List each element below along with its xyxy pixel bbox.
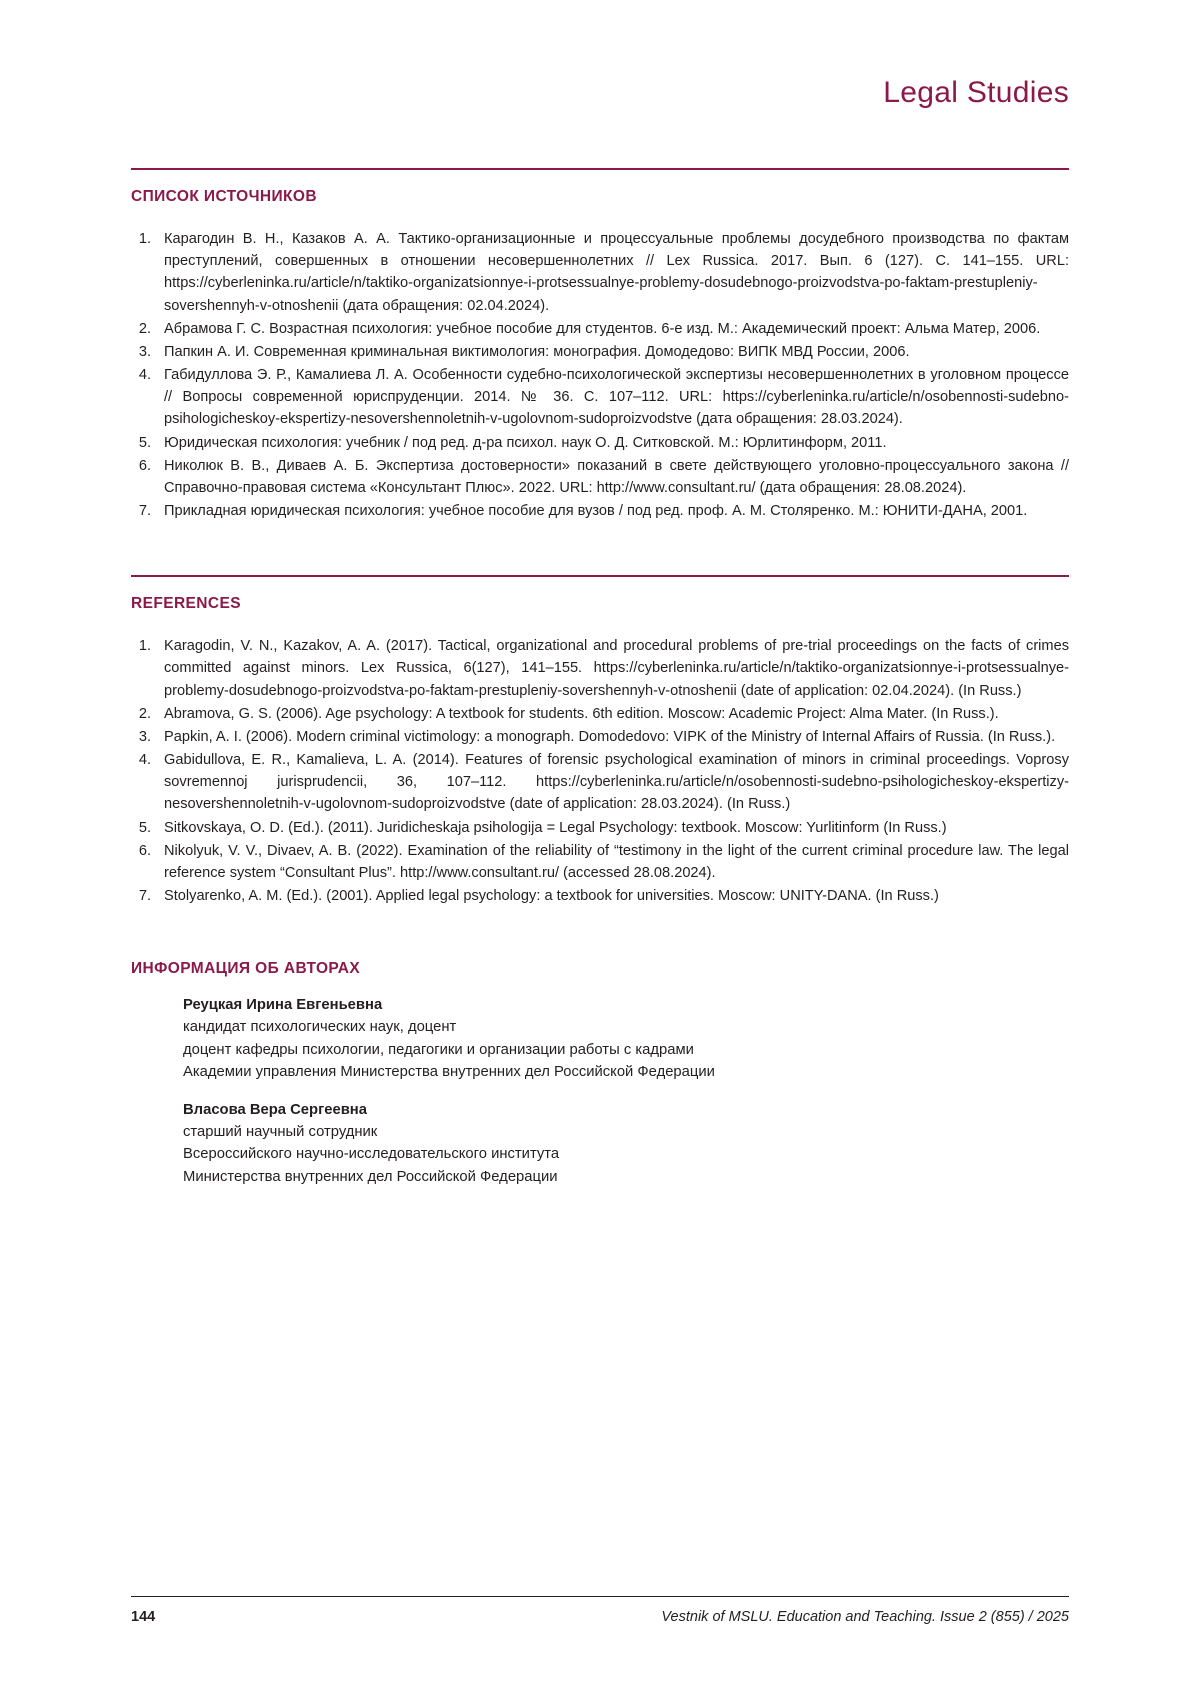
author-entry	[183, 994, 1069, 1083]
author-detail-line: Министерства внутренних дел Российской Федерации	[183, 1168, 558, 1185]
references-item-number: 5.	[138, 819, 151, 836]
references-item-text: Papkin, A. I. (2006). Modern criminal victimology: a monograph. Domodedovo: VIPK of the Ministry of Internal Affairs of Russia. (In Russ.).	[164, 728, 1056, 745]
sources-item-number: 5.	[138, 434, 151, 451]
author-detail-line: доцент кафедры психологии, педагогики и организации работы с кадрами	[183, 1041, 694, 1058]
section-spacer	[131, 523, 1069, 575]
sources-item-number: 4.	[138, 367, 151, 384]
references-section-title: REFERENCES	[131, 595, 241, 613]
sources-item-text: Карагодин В. Н., Казаков А. А. Тактико-организационные и процессуальные проблемы досудебного производства по фактам преступлений, совершенных в отношении несовершеннолетних // Lex Russica. 2017. Вып. 6 (127). С. 141–155. URL: https://cyberleninka.ru/article/n/taktiko-organizatsionnye-i-protsessualnye-problemy-dosudebnogo-proizvodstva-po-faktam-prestupleniy-sovershennyh-v-otnoshenii (дата обращения: 02.04.2024).	[164, 231, 1069, 314]
sources-item-text: Николюк В. В., Диваев А. Б. Экспертиза достоверности» показаний в свете действующего уголовно-процессуального закона // Справочно-правовая система «Консультант Плюс». 2022. URL: http://www.consultant.ru/ (дата обращения: 28.08.2024).	[164, 457, 1069, 496]
sources-item-text: Папкин А. И. Современная криминальная виктимология: монография. Домодедово: ВИПК МВД России, 2006.	[164, 343, 910, 360]
list-item	[131, 840, 1069, 884]
references-item-number: 3.	[138, 728, 151, 745]
sources-item-number: 1.	[138, 231, 151, 247]
sources-item-text: Юридическая психология: учебник / под ред. д-ра психол. наук О. Д. Ситковской. М.: Юрлитинформ, 2011.	[164, 434, 887, 451]
sources-item-number: 7.	[138, 503, 151, 520]
list-item	[131, 318, 1069, 340]
author-name: Реуцкая Ирина Евгеньевна	[183, 997, 383, 1014]
author-name: Власова Вера Сергеевна	[183, 1102, 367, 1119]
author-detail-line: Всероссийского научно-исследовательского института	[183, 1146, 560, 1163]
section-spacer	[131, 908, 1069, 960]
sources-list	[131, 228, 1069, 522]
sources-item-number: 3.	[138, 343, 151, 360]
list-item	[131, 885, 1069, 907]
list-item	[131, 432, 1069, 454]
footer-row	[131, 1609, 1069, 1625]
list-item	[131, 228, 1069, 317]
references-item-text: Abramova, G. S. (2006). Age psychology: A textbook for students. 6th edition. Moscow: Academic Project: Alma Mater. (In Russ.).	[164, 705, 999, 722]
list-item	[131, 726, 1069, 748]
references-item-text: Nikolyuk, V. V., Divaev, A. B. (2022). Examination of the reliability of “testimony in the light of the current criminal procedure law. The legal reference system “Consultant Plus”. http://www.consultant.ru/ (accessed 28.08.2024).	[164, 842, 1069, 881]
sources-item-number: 2.	[138, 320, 151, 337]
sources-item-text: Абрамова Г. С. Возрастная психология: учебное пособие для студентов. 6-е изд. М.: Академический проект: Альма Матер, 2006.	[164, 320, 1041, 337]
page-header-title: Legal Studies	[883, 76, 1069, 109]
author-entry	[183, 1099, 1069, 1188]
authors-section-title: ИНФОРМАЦИЯ ОБ АВТОРАХ	[131, 960, 361, 978]
sources-section-title: СПИСОК ИСТОЧНИКОВ	[131, 188, 317, 205]
list-item	[131, 364, 1069, 431]
list-item	[131, 635, 1069, 702]
references-list	[131, 635, 1069, 907]
list-item	[131, 455, 1069, 499]
list-item	[131, 749, 1069, 816]
sources-divider	[131, 168, 1069, 170]
references-item-text: Stolyarenko, A. M. (Ed.). (2001). Applied legal psychology: a textbook for universities. Moscow: UNITY-DANA. (In Russ.)	[164, 888, 939, 905]
references-item-number: 4.	[138, 752, 151, 769]
references-item-text: Gabidullova, E. R., Kamalieva, L. A. (2014). Features of forensic psychological examination of minors in criminal proceedings. Voprosy sovremennoj jurisprudencii, 36, 107–112. https://cyberleninka.ru/article/n/osobennosti-sudebno-psihologicheskoy-ekspertizy-nesovershennoletnih-v-ugolovnom-sudoproizvodstve (date of application: 28.03.2024). (In Russ.)	[164, 752, 1069, 813]
references-item-number: 2.	[138, 705, 151, 722]
sources-item-text: Прикладная юридическая психология: учебное пособие для вузов / под ред. проф. А. М. Столяренко. М.: ЮНИТИ-ДАНА, 2001.	[164, 503, 1028, 520]
author-detail-line: кандидат психологических наук, доцент	[183, 1019, 457, 1036]
references-item-number: 1.	[138, 638, 151, 655]
page-number: 144	[131, 1609, 156, 1625]
journal-citation: Vestnik of MSLU. Education and Teaching. Issue 2 (855) / 2025	[661, 1609, 1069, 1625]
page-footer	[131, 1596, 1069, 1625]
list-item	[131, 500, 1069, 522]
page-content	[131, 168, 1069, 1188]
sources-item-number: 6.	[138, 457, 151, 474]
references-item-text: Sitkovskaya, O. D. (Ed.). (2011). Juridicheskaja psihologija = Legal Psychology: textbook. Moscow: Yurlitinform (In Russ.)	[164, 819, 947, 836]
author-detail-line: Академии управления Министерства внутренних дел Российской Федерации	[183, 1063, 715, 1080]
references-divider	[131, 575, 1069, 577]
references-item-number: 6.	[138, 842, 151, 859]
author-detail-line: старший научный сотрудник	[183, 1124, 378, 1141]
references-item-text: Karagodin, V. N., Kazakov, A. A. (2017). Tactical, organizational and procedural problems of pre-trial proceedings on the facts of crimes committed against minors. Lex Russica, 6(127), 141–155. https://cyberleninka.ru/article/n/taktiko-organizatsionnye-i-protsessualnye-problemy-dosudebnogo-proizvodstva-po-faktam-prestupleniy-sovershennyh-v-otnoshenii (date of application: 02.04.2024). (In Russ.)	[164, 638, 1069, 699]
list-item	[131, 817, 1069, 839]
list-item	[131, 703, 1069, 725]
list-item	[131, 341, 1069, 363]
references-item-number: 7.	[138, 888, 151, 905]
sources-item-text: Габидуллова Э. Р., Камалиева Л. А. Особенности судебно-психологической экспертизы несовершеннолетних в уголовном процессе // Вопросы современной юриспруденции. 2014. № 36. С. 107–112. URL: https://cyberleninka.ru/article/n/osobennosti-sudebno-psihologicheskoy-ekspertizy-nesovershennoletnih-v-ugolovnom-sudoproizvodstve (дата обращения: 28.03.2024).	[164, 367, 1069, 428]
footer-divider	[131, 1596, 1069, 1597]
